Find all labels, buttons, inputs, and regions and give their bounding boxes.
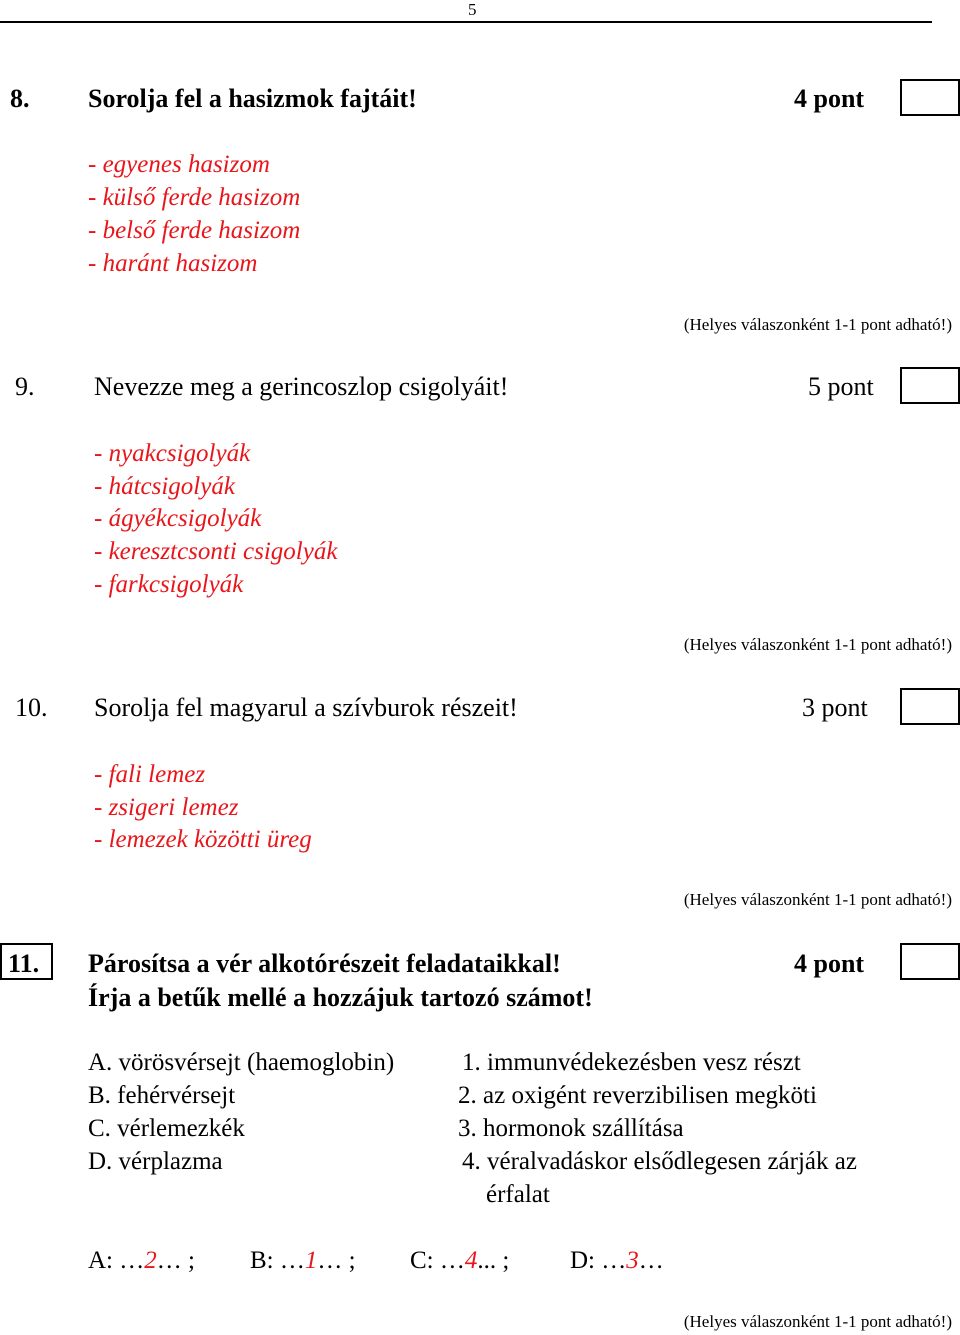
- q8-number: 8.: [10, 84, 30, 113]
- q9-answer-3: - ágyékcsigolyák: [94, 505, 262, 532]
- q8-scoring-note: (Helyes válaszonként 1-1 pont adható!): [683, 315, 952, 334]
- q11-solution-c: C: …4... ;: [410, 1247, 510, 1274]
- q11-scoring-note: (Helyes válaszonként 1-1 pont adható!): [683, 1312, 952, 1331]
- q8-score-box[interactable]: [900, 79, 960, 116]
- q10-answer-2: - zsigeri lemez: [94, 794, 239, 821]
- q11-left-item-c: C. vérlemezkék: [88, 1115, 245, 1142]
- q10-answer-1: - fali lemez: [94, 761, 206, 788]
- q11-score-box[interactable]: [900, 943, 960, 980]
- q9-answer-4: - keresztcsonti csigolyák: [94, 538, 338, 565]
- q8-answer-4: - haránt hasizom: [88, 250, 258, 277]
- q8-answer-3: - belső ferde hasizom: [88, 217, 301, 244]
- q9-question: Nevezze meg a gerincoszlop csigolyáit!: [94, 372, 509, 401]
- q11-right-item-1: 1. immunvédekezésben vesz részt: [462, 1049, 801, 1076]
- q11-right-item-2: 2. az oxigént reverzibilisen megköti: [458, 1082, 817, 1109]
- q11-right-item-4-cont: érfalat: [486, 1181, 550, 1208]
- q11-number: 11.: [8, 949, 40, 978]
- page-number: 5: [468, 0, 477, 19]
- q11-right-item-3: 3. hormonok szállítása: [458, 1115, 684, 1142]
- q11-question-line1: Párosítsa a vér alkotórészeit feladataikkal!: [88, 949, 561, 978]
- q10-points: 3 pont: [802, 693, 868, 722]
- q10-answer-3: - lemezek közötti üreg: [94, 826, 312, 853]
- header-rule: [0, 21, 932, 23]
- q9-score-box[interactable]: [900, 367, 960, 404]
- q10-number: 10.: [15, 693, 48, 722]
- q11-question-line2: Írja a betűk mellé a hozzájuk tartozó számot!: [88, 983, 593, 1012]
- q8-points: 4 pont: [794, 84, 865, 113]
- q11-left-item-d: D. vérplazma: [88, 1148, 223, 1175]
- q9-answer-5: - farkcsigolyák: [94, 571, 244, 598]
- q9-answer-2: - hátcsigolyák: [94, 473, 235, 500]
- q11-left-item-b: B. fehérvérsejt: [88, 1082, 236, 1109]
- q10-score-box[interactable]: [900, 688, 960, 725]
- q8-answer-2: - külső ferde hasizom: [88, 184, 301, 211]
- q8-question: Sorolja fel a hasizmok fajtáit!: [88, 84, 417, 113]
- q11-points: 4 pont: [794, 949, 865, 978]
- q9-answer-1: - nyakcsigolyák: [94, 440, 251, 467]
- q11-solution-d: D: …3…: [570, 1247, 664, 1274]
- q9-scoring-note: (Helyes válaszonként 1-1 pont adható!): [683, 635, 952, 654]
- q10-question: Sorolja fel magyarul a szívburok részeit!: [94, 693, 518, 722]
- q10-scoring-note: (Helyes válaszonként 1-1 pont adható!): [683, 890, 952, 909]
- q11-solution-a: A: …2… ;: [88, 1247, 195, 1274]
- q11-right-item-4: 4. véralvadáskor elsődlegesen zárják az: [462, 1148, 857, 1175]
- q9-points: 5 pont: [808, 372, 874, 401]
- q8-answer-1: - egyenes hasizom: [88, 151, 270, 178]
- q11-solution-b: B: …1… ;: [250, 1247, 356, 1274]
- q9-number: 9.: [15, 372, 35, 401]
- q11-left-item-a: A. vörösvérsejt (haemoglobin): [88, 1049, 395, 1076]
